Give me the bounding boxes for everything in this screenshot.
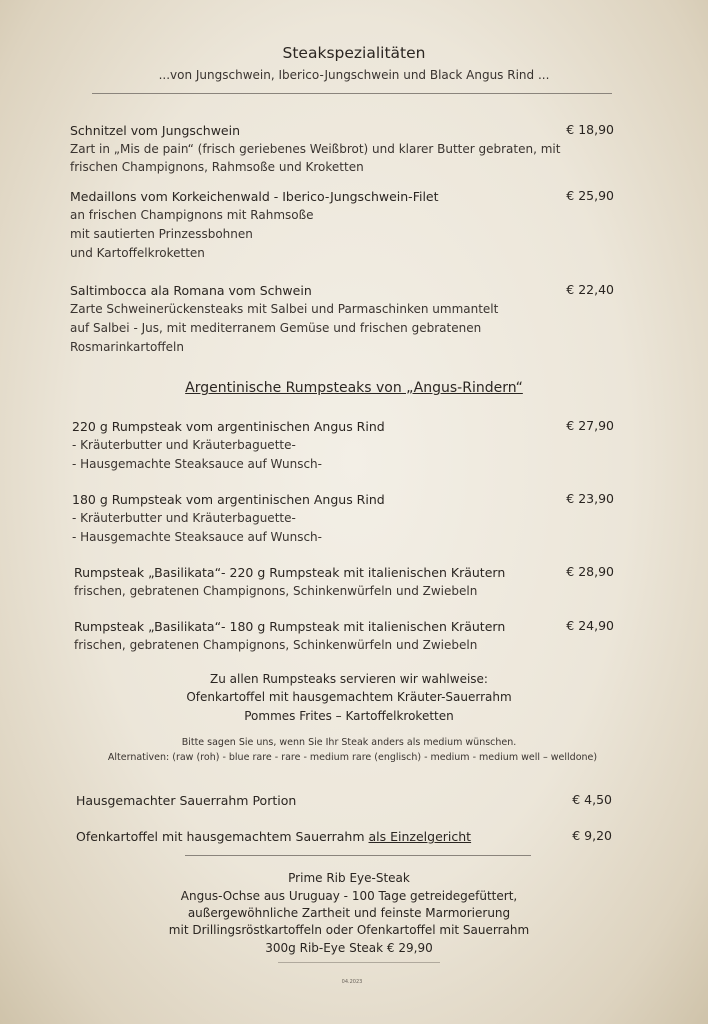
item-desc-line: auf Salbei - Jus, mit mediterranem Gemüse und frischen gebratenen [70, 321, 482, 335]
item-desc-line: an frischen Champignons mit Rahmsoße [70, 208, 314, 222]
item-name: Rumpsteak „Basilikata“- 180 g Rumpsteak mit italienischen Kräutern [74, 619, 506, 634]
sides-option: Pommes Frites – Kartoffelkroketten [244, 709, 454, 723]
item-price: € 27,90 [566, 418, 614, 433]
item-name: Hausgemachter Sauerrahm Portion [76, 793, 297, 808]
sides-intro: Zu allen Rumpsteaks servieren wir wahlweise: [210, 672, 488, 686]
ribeye-divider [185, 855, 531, 856]
item-price: € 9,20 [572, 828, 612, 843]
item-price: € 25,90 [566, 188, 614, 203]
footer-divider [278, 962, 440, 963]
item-desc-line: mit sautierten Prinzessbohnen [70, 227, 253, 241]
section-heading: Argentinische Rumpsteaks von „Angus-Rindern“ [185, 380, 523, 396]
page-title: Steakspezialitäten [282, 44, 426, 62]
item-name: Medaillons vom Korkeichenwald - Iberico-Jungschwein-Filet [70, 189, 439, 204]
item-name: Saltimbocca ala Romana vom Schwein [70, 283, 312, 298]
ribeye-line: Angus-Ochse aus Uruguay - 100 Tage getreidegefüttert, [180, 889, 518, 903]
item-name-underlined: als Einzelgericht [368, 829, 472, 844]
item-desc-line: Rosmarinkartoffeln [70, 340, 184, 354]
item-price: € 22,40 [566, 282, 614, 297]
item-desc-line: - Hausgemachte Steaksauce auf Wunsch- [72, 457, 322, 471]
item-desc-line: frischen Champignons, Rahmsoße und Kroketten [70, 160, 364, 174]
item-desc-line: frischen, gebratenen Champignons, Schinkenwürfeln und Zwiebeln [74, 638, 478, 652]
ribeye-line: außergewöhnliche Zartheit und feinste Marmorierung [187, 906, 511, 920]
item-price: € 28,90 [566, 564, 614, 579]
item-desc-line: Zarte Schweinerückensteaks mit Salbei und Parmaschinken ummantelt [70, 302, 499, 316]
item-price: € 24,90 [566, 618, 614, 633]
footer-code: 04.2023 [341, 979, 363, 985]
item-name: Rumpsteak „Basilikata“- 220 g Rumpsteak mit italienischen Kräutern [74, 565, 506, 580]
header-divider [92, 93, 612, 94]
item-name: Schnitzel vom Jungschwein [70, 123, 241, 138]
item-name [76, 828, 471, 847]
ribeye-line: mit Drillingsröstkartoffeln oder Ofenkartoffel mit Sauerrahm [168, 923, 530, 937]
item-desc-line: frischen, gebratenen Champignons, Schinkenwürfeln und Zwiebeln [74, 584, 478, 598]
item-name: 180 g Rumpsteak vom argentinischen Angus Rind [72, 492, 385, 507]
page-subtitle: ...von Jungschwein, Iberico-Jungschwein und Black Angus Rind ... [158, 68, 550, 82]
item-desc-line: - Kräuterbutter und Kräuterbaguette- [72, 438, 296, 452]
item-desc-line: - Kräuterbutter und Kräuterbaguette- [72, 511, 296, 525]
item-desc-line: - Hausgemachte Steaksauce auf Wunsch- [72, 530, 322, 544]
item-desc-line: und Kartoffelkroketten [70, 246, 205, 260]
ribeye-price-line: 300g Rib-Eye Steak € 29,90 [265, 941, 433, 955]
item-price: € 18,90 [566, 122, 614, 137]
sides-option: Ofenkartoffel mit hausgemachtem Kräuter-Sauerrahm [186, 690, 512, 704]
ribeye-title: Prime Rib Eye-Steak [288, 871, 410, 885]
doneness-note: Bitte sagen Sie uns, wenn Sie Ihr Steak anders als medium wünschen. [181, 737, 517, 748]
item-price: € 23,90 [566, 491, 614, 506]
item-name-text: Ofenkartoffel mit hausgemachtem Sauerrahm [76, 829, 369, 844]
item-price: € 4,50 [572, 792, 612, 807]
item-name: 220 g Rumpsteak vom argentinischen Angus Rind [72, 419, 385, 434]
doneness-alternatives: Alternativen: (raw (roh) - blue rare - rare - medium rare (englisch) - medium - medium well – welldone) [107, 752, 598, 763]
item-desc-line: Zart in „Mis de pain“ (frisch geriebenes Weißbrot) und klarer Butter gebraten, mit [70, 142, 561, 156]
